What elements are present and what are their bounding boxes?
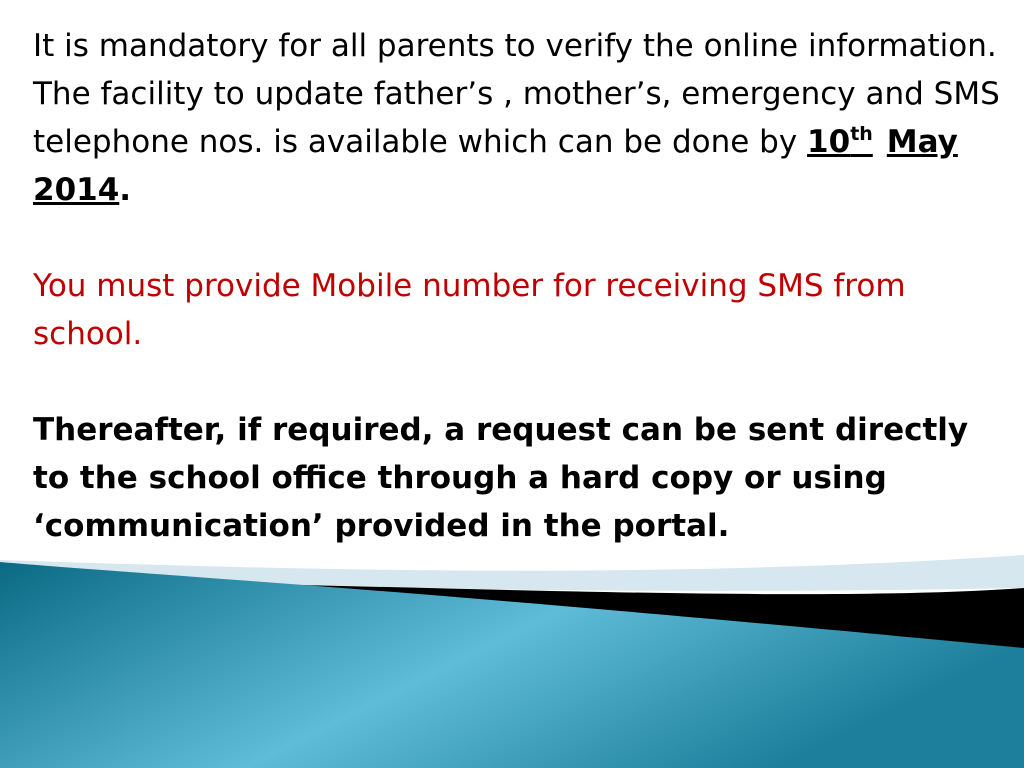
decorative-wave-band bbox=[0, 540, 1024, 768]
deadline-month-year: May 2014 bbox=[33, 124, 958, 208]
deadline-day: 10 bbox=[807, 124, 851, 160]
intro-paragraph bbox=[33, 22, 1008, 214]
request-info-paragraph: Thereafter, if required, a request can be sent directly to the school office through a hard copy or using ‘communication’ provided in the portal. bbox=[33, 412, 969, 544]
deadline-day-suffix: th bbox=[850, 123, 873, 145]
slide-text bbox=[33, 22, 1008, 550]
intro-text: It is mandatory for all parents to verify the online information. The facility to update father’s , mother’s, emergency and SMS telephone nos. is available which can be done by bbox=[33, 28, 1000, 160]
mobile-number-notice: You must provide Mobile number for receiving SMS from school. bbox=[33, 268, 906, 352]
intro-end-punct: . bbox=[119, 172, 132, 208]
